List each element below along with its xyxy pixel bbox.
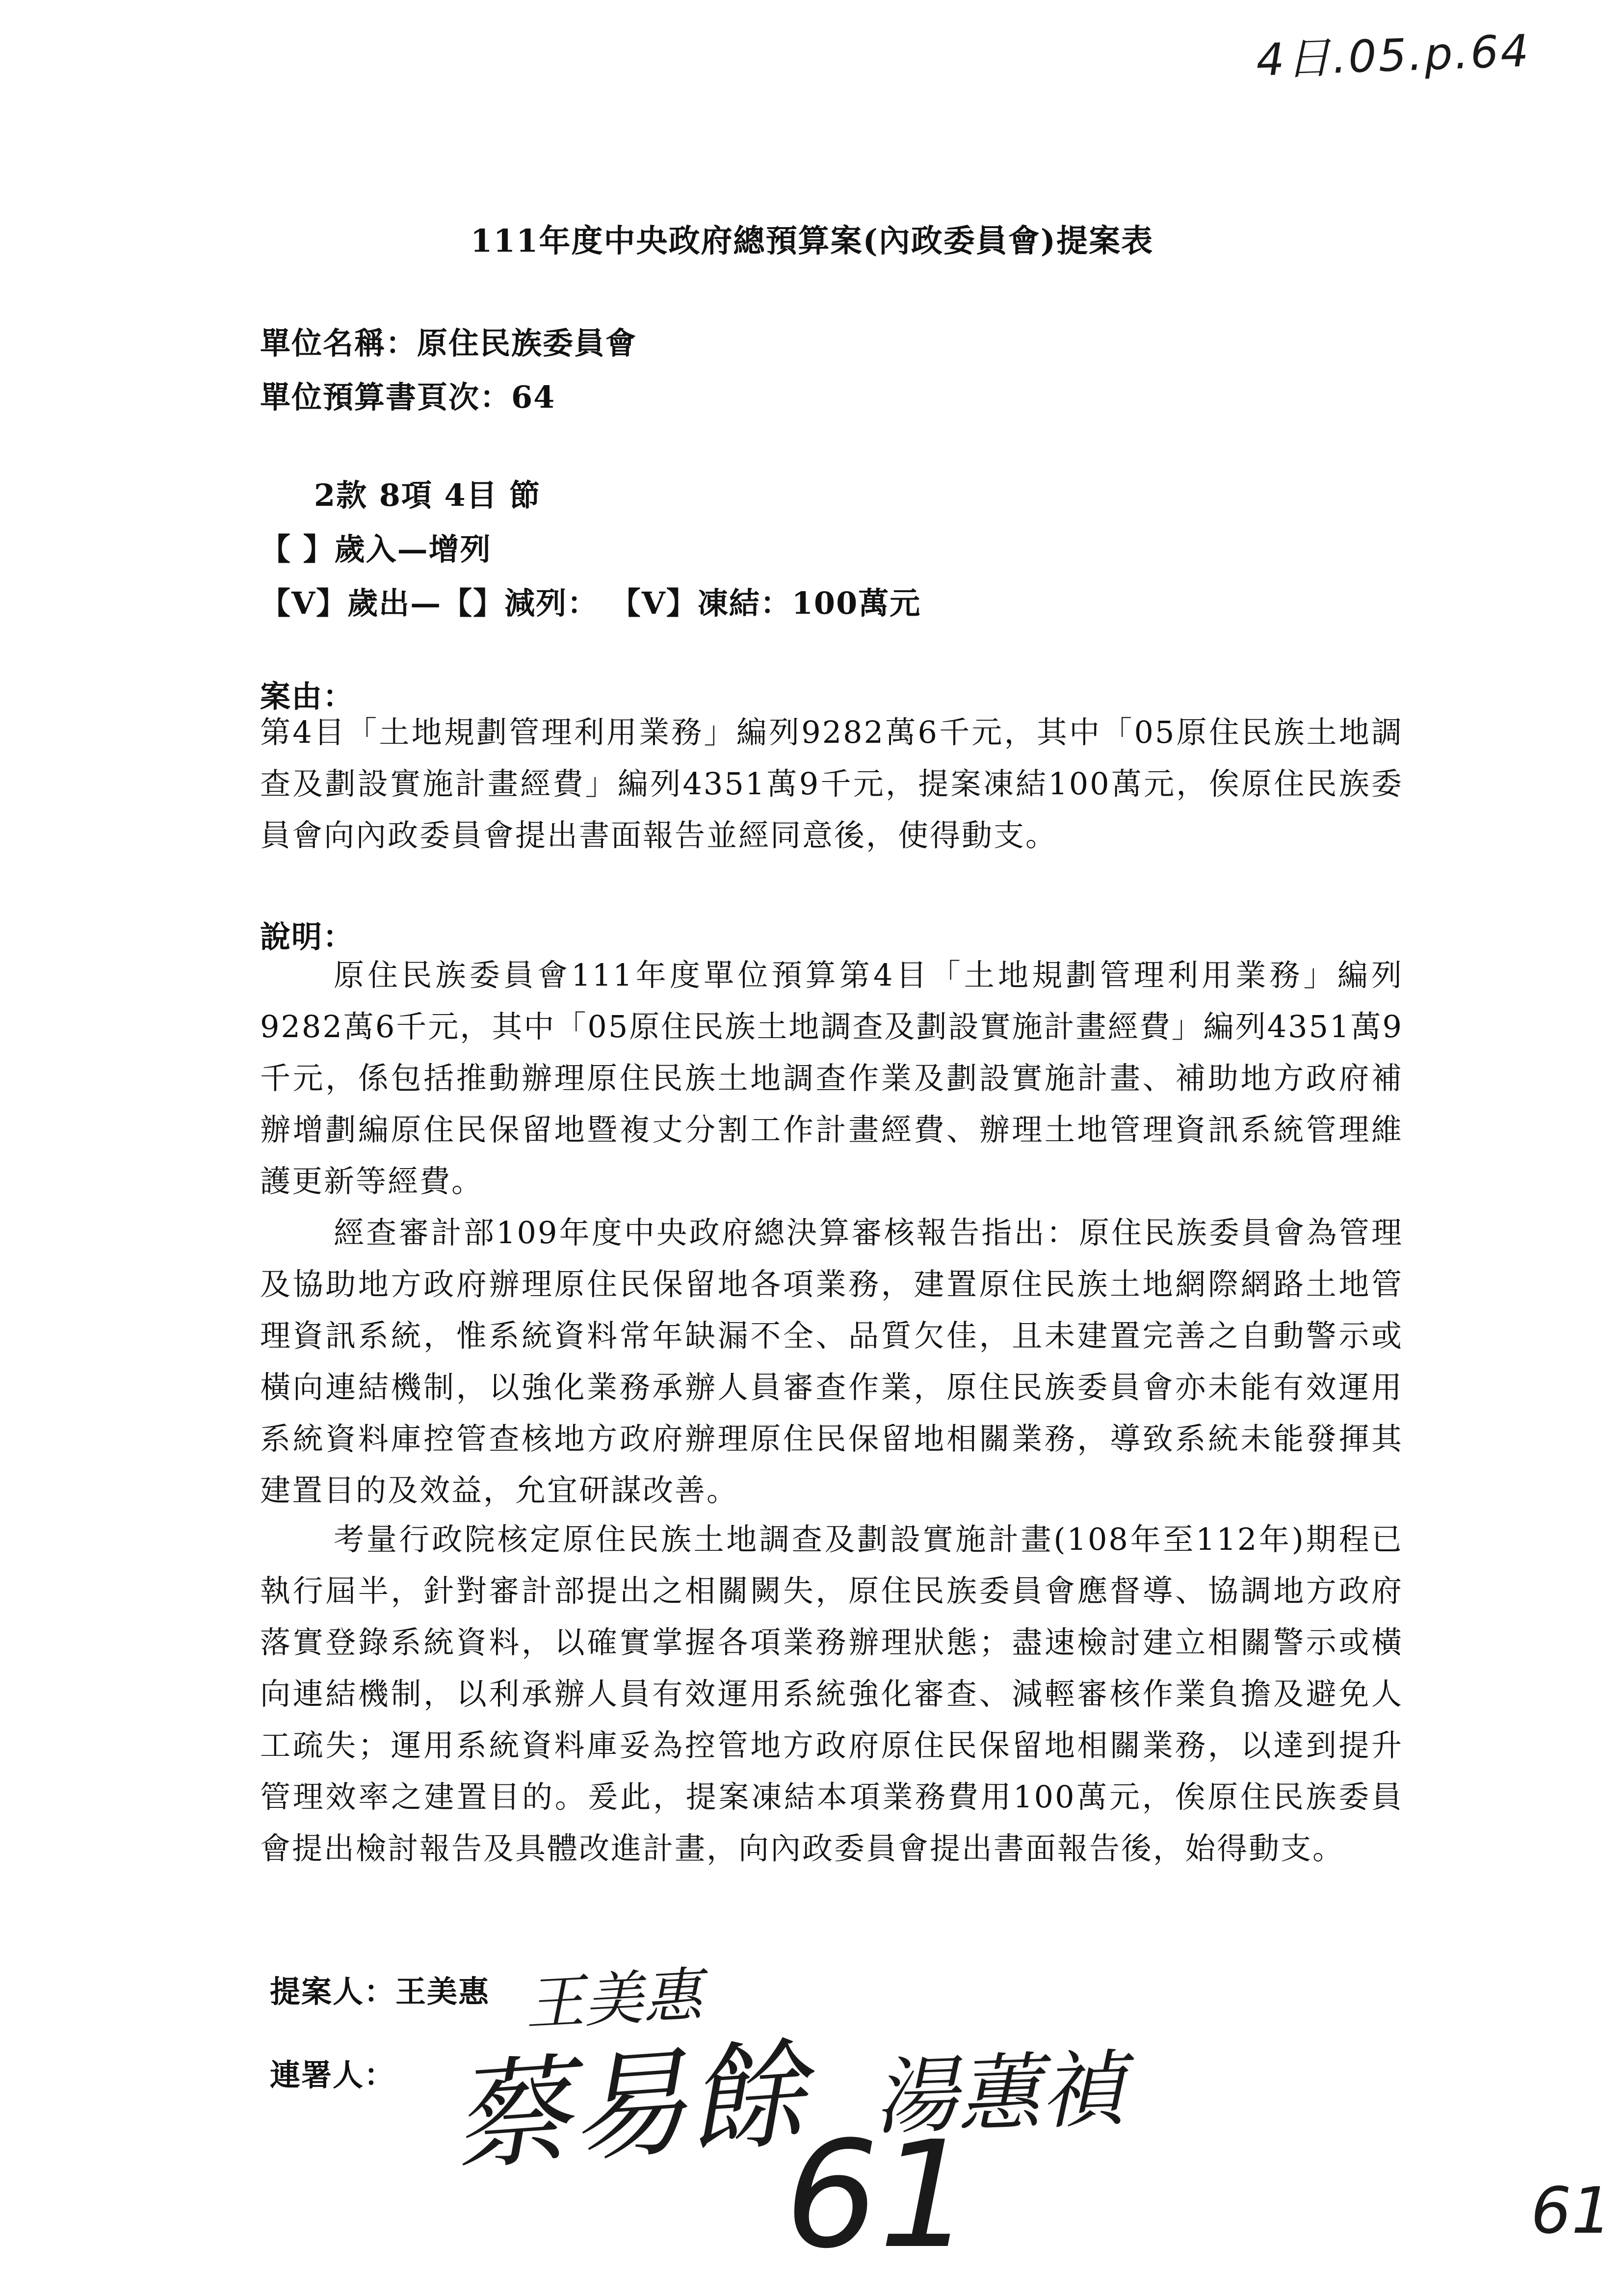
unit-name: 單位名稱：原住民族委員會 [260,325,637,361]
unit-budget-page: 單位預算書頁次：64 [260,379,556,415]
explanation-heading: 說明： [260,919,355,955]
budget-section: 2款 8項 4目 節 [314,477,541,513]
explanation-paragraph: 經查審計部109年度中央政府總決算審核報告指出：原住民族委員會為管理及協助地方政府辦理原住民保留地各項業務，建置原住民族土地網際網路土地管理資訊系統，惟系統資料常年缺漏不全、品質欠佳，且未建置完善之自動警示或橫向連結機制，以強化業務承辦人員審查作業，原住民族委員會亦未能有效運用系統資料庫控管查核地方政府辦理原住民保留地相關業務，導致系統未能發揮其建置目的及效益，允宜研謀改善。 [260,1215,1403,1508]
reason-heading: 案由： [260,678,355,714]
cosigner-signature: 湯蕙禎 [872,2041,1126,2147]
explanation-paragraph: 考量行政院核定原住民族土地調查及劃設實施計畫(108年至112年)期程已執行屆半，針對審計部提出之相關闕失，原住民族委員會應督導、協調地方政府落實登錄系統資料，以確實掌握各項業務辦理狀態；盡速檢討建立相關警示或橫向連結機制，以利承辦人員有效運用系統強化審查、減輕審核作業負擔及避免人工疏失；運用系統資料庫妥為控管地方政府原住民保留地相關業務，以達到提升管理效率之建置目的。爰此，提案凍結本項業務費用100萬元，俟原住民族委員會提出檢討報告及具體改進計畫，向內政委員會提出書面報告後，始得動支。 [260,1521,1403,1866]
cosigner-label: 連署人： [270,2057,396,2093]
page-number: 61 [1531,2173,1612,2248]
explanation-paragraph: 原住民族委員會111年度單位預算第4目「土地規劃管理利用業務」編列9282萬6千元，其中「05原住民族土地調查及劃設實施計畫經費」編列4351萬9千元，係包括推動辦理原住民族土地調查作業及劃設實施計畫、補助地方政府補辦增劃編原住民保留地暨複丈分割工作計畫經費、辦理土地管理資訊系統管理維護更新等經費。 [260,957,1403,1199]
cosigner-signature: 蔡易餘 [447,2025,810,2187]
handwritten-number: 61 [785,2110,972,2281]
revenue-line: 【 】歲入—增列 [260,531,492,567]
proposer-signature: 王美惠 [524,1961,704,2039]
reason-text: 第4目「土地規劃管理利用業務」編列9282萬6千元，其中「05原住民族土地調查及劃設實施計畫經費」編列4351萬9千元，提案凍結100萬元，俟原住民族委員會向內政委員會提出書面報告並經同意後，使得動支。 [260,714,1403,853]
expense-line: 【V】歲出—【】減列： 【V】凍結：100萬元 [260,585,921,621]
proposer-label: 提案人：王美惠 [270,1974,490,2009]
document-title: 111年度中央政府總預算案(內政委員會)提案表 [470,223,1154,260]
handwritten-reference-note: 4日.05.p.64 [1255,25,1532,86]
